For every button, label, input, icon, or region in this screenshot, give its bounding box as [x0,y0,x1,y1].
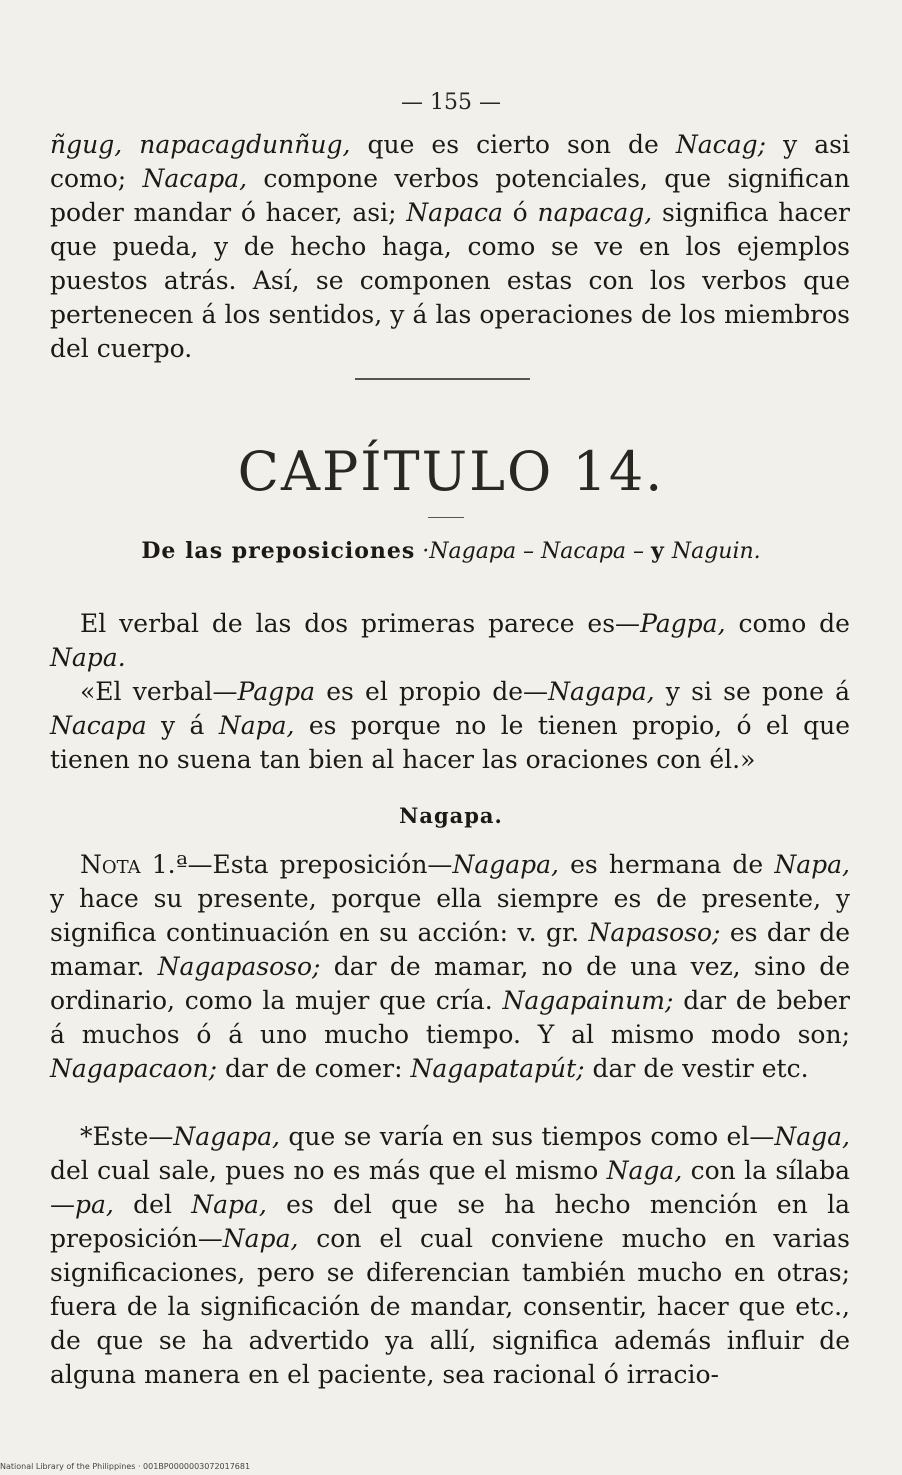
chapter-title: CAPÍTULO 14. [237,440,665,503]
text: y si se pone á [654,677,850,706]
text-italic: Nagapacaon; [50,1054,218,1083]
text-italic: pa, [75,1190,114,1219]
text-italic: Napa. [50,643,126,672]
subtitle-conjunction: y [651,538,665,564]
text: 1.ª—Esta preposición— [140,850,453,879]
text: es porque no le tienen propio, ó el que tienen no suena tan bien al hacer las oraciones con él.» [50,711,850,774]
scan-footer: National Library of the Philippines · 001BP0000003072017681 [0,1462,251,1471]
text: es hermana de [558,850,775,879]
text-italic: Napa, [191,1190,267,1219]
text-italic: Napa, [218,711,295,740]
text-italic: Naga, [606,1156,683,1185]
text: ó [502,198,538,227]
text-italic: Nacapa, [142,164,248,193]
subtitle-bold: De las preposiciones [141,538,416,564]
text-italic: Nagapasoso; [157,952,321,981]
text-italic: Nagapa, [548,677,655,706]
paragraph-quote [50,675,850,777]
text: El verbal de las dos primeras parece es— [80,609,641,638]
text: compone verbos potenciales, que significan poder mandar ó hacer, asi; [50,164,850,227]
text: *Este— [80,1122,174,1151]
paragraph-este [50,1120,850,1392]
text: con la sílaba— [50,1156,850,1219]
text: dar de mamar, no de una vez, sino de ordinario, como la mujer que cría. [50,952,850,1015]
text: dar de beber á muchos ó á uno mucho tiempo. Y al mismo modo son; [50,986,850,1049]
text: es el propio de— [315,677,549,706]
paragraph-nota [50,848,850,1086]
text: dar de vestir etc. [584,1054,809,1083]
subtitle-italic: Naguin. [664,539,761,564]
text-italic: ñgug, napacagdunñug, [50,130,351,159]
section-divider [355,378,530,380]
text: y hace su presente, porque ella siempre es de presente, y significa continuación en su acción: v. gr. [50,884,850,947]
paragraph-verbal [50,607,850,675]
subtitle-italic: ·Nagapa – Nacapa – [415,539,645,564]
text: del cual sale, pues no es más que el mismo [50,1156,607,1185]
text: que se varía en sus tiempos como el— [279,1122,775,1151]
section-heading: Nagapa. [399,803,503,828]
text-italic: Nagapainum; [502,986,674,1015]
text: «El verbal— [80,677,238,706]
text: del [113,1190,192,1219]
text: que es cierto son de [350,130,676,159]
text-italic: Napa, [774,850,850,879]
text-italic: Pagpa, [640,609,726,638]
text-italic: Napasoso; [588,918,721,947]
page-number: — 155 — [401,90,501,115]
text-italic: Naga, [774,1122,850,1151]
text-italic: napacag, [537,198,653,227]
text: es dar de mamar. [50,918,850,981]
text-italic: Napa, [222,1224,299,1253]
text-italic: Nagapa, [452,850,559,879]
text: con el cual conviene mucho en varias significaciones, pero se diferencian también mucho en otras; fuera de la significación de mandar, consentir, hacer que etc., de que se ha advertido ya allí, significa además influir de alguna manera en el paciente, sea racional ó irracio- [50,1224,850,1389]
text-italic: Nacapa [50,711,147,740]
text-italic: Napaca [406,198,503,227]
text: como de [725,609,850,638]
text: significa hacer que pueda, y de hecho haga, como se ve en los ejemplos puestos atrás. Así, se componen estas con los verbos que pertenecen á los sentidos, y á las operaciones de los miembros del cuerpo. [50,198,851,363]
text-italic: Nagapa, [173,1122,280,1151]
text-smallcaps: Nota [80,850,141,879]
chapter-subtitle [0,538,902,564]
text: dar de comer: [217,1054,411,1083]
paragraph-intro [50,128,850,366]
text-italic: Pagpa [237,677,316,706]
text: y asi como; [50,130,851,193]
text: y á [146,711,219,740]
text-italic: Nacag; [675,130,767,159]
text: es del que se ha hecho mención en la preposición— [50,1190,850,1253]
text-italic: Nagapatapút; [410,1054,585,1083]
title-underline [428,517,464,518]
